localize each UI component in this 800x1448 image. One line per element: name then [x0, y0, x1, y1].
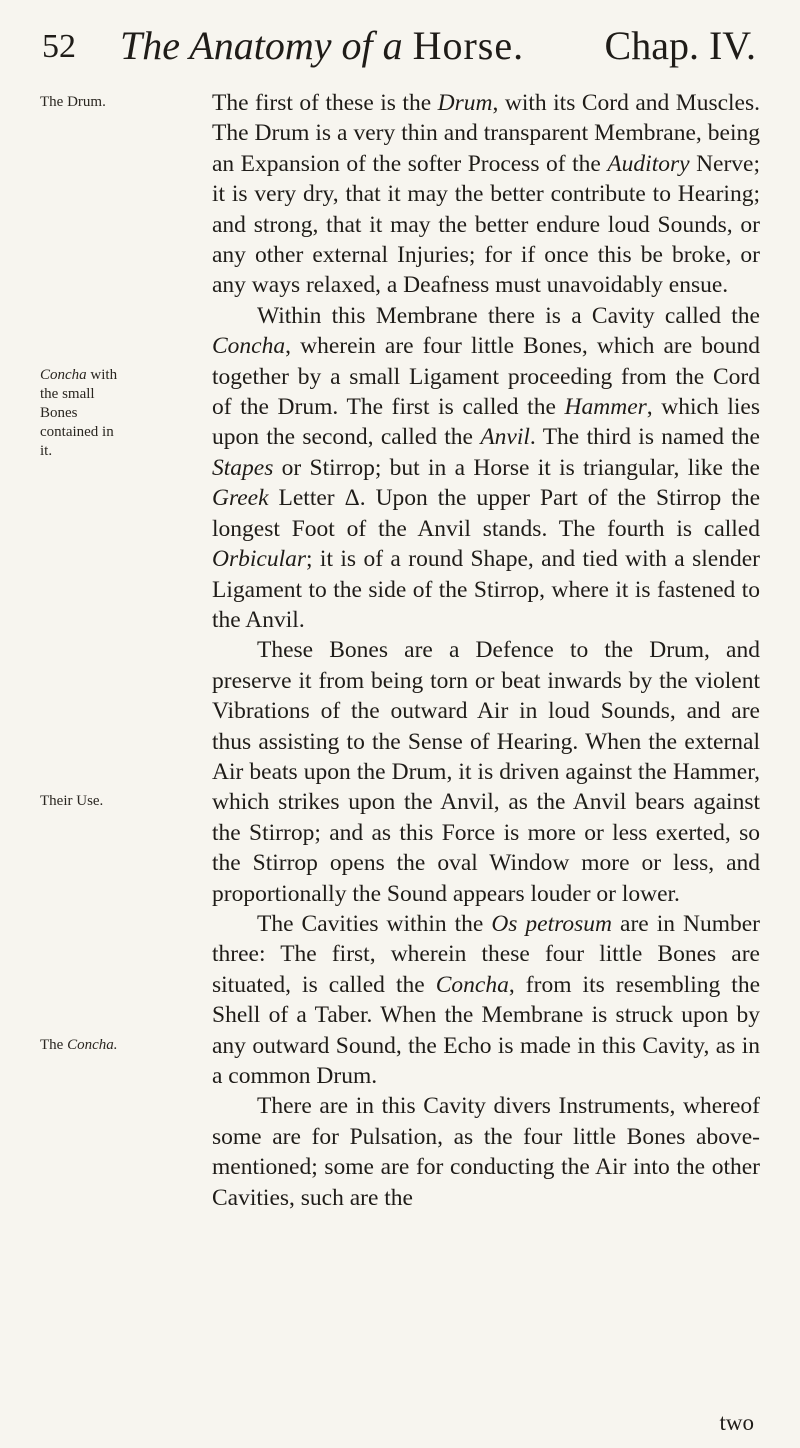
- text-run: , from its resembling the Shell of a Taber. When the Membrane is struck upon by any outward Sound, the Echo is made in this Cavity, as in a common Drum.: [212, 971, 761, 1089]
- running-title: [120, 22, 524, 69]
- margin-note-concha-2: The Concha.: [40, 1037, 118, 1053]
- text-run: There are in this Cavity divers Instruments, whereof some are for Pulsation, as the four little Bones above-mentioned; some are for conducting the Air into the other Cavities, such are the: [212, 1093, 760, 1211]
- margin-note-their-use: Their Use.: [40, 793, 104, 809]
- paragraph: [212, 88, 760, 301]
- catchword: two: [719, 1410, 754, 1435]
- text-run: , with its Cord and Muscles. The Drum is a very thin and transparent Membrane, being an Expansion of the softer Process of the: [212, 90, 760, 177]
- italic-text-run: Concha: [435, 971, 509, 998]
- paragraph: [212, 909, 760, 1091]
- margin-note-concha-rest: with the small Bones contained in it.: [40, 367, 118, 459]
- paragraph: [212, 301, 760, 635]
- text-run: . The third is named the: [529, 424, 760, 451]
- text-run: , wherein are four little Bones, which are bound together by a small Ligament proceeding from the Cord of the Drum. The first is called the: [212, 333, 760, 421]
- italic-text-run: Greek: [212, 485, 269, 512]
- running-title-italic: The Anatomy of a: [120, 23, 403, 68]
- running-header: [42, 18, 756, 70]
- text-run: or Stirrop; but in a Horse it is triangular, like the: [273, 454, 760, 481]
- chapter-label: Chap. IV.: [604, 23, 756, 68]
- italic-text-run: Stapes: [212, 454, 274, 481]
- margin-note-concha-2-title: Concha.: [67, 1037, 118, 1053]
- italic-text-run: Hammer: [564, 394, 647, 421]
- page-number: 52: [42, 28, 76, 65]
- text-run: , which lies upon the second, called the: [212, 394, 760, 451]
- paragraph: [212, 1091, 760, 1213]
- italic-text-run: Concha: [212, 333, 286, 360]
- text-run: are in Number three: The first, wherein these four little Bones are situated, is called the: [212, 910, 760, 998]
- italic-text-run: Orbicular: [212, 546, 306, 573]
- italic-text-run: Anvil: [480, 424, 530, 451]
- text-run: The first of these is the: [212, 90, 438, 116]
- body-text: [212, 88, 760, 1213]
- text-run: Within this Membrane there is a Cavity called the: [257, 302, 760, 329]
- italic-text-run: Os petrosum: [491, 910, 613, 937]
- text-run: These Bones are a Defence to the Drum, and preserve it from being torn or beat inwards by the violent Vibrations of the outward Air in loud Sounds, and are thus assisting to the Sense of Hearing. When the external Air beats upon the Drum, it is driven against the Hammer, which strikes upon the Anvil, as the Anvil bears against the Stirrop; and as this Force is more or less exerted, so the Stirrop opens the oval Window more or less, and proportionally the Sound appears louder or lower.: [212, 637, 760, 907]
- paragraph: [212, 635, 760, 909]
- text-run: ; it is of a round Shape, and tied with a slender Ligament to the side of the Stirrop, where it is fastened to the Anvil.: [212, 546, 760, 633]
- margin-note-concha: [40, 366, 128, 461]
- margin-note-drum: The Drum.: [40, 94, 106, 110]
- margin-note-concha-title: Concha: [40, 367, 87, 383]
- italic-text-run: Drum: [437, 90, 493, 116]
- running-title-caps: Horse.: [412, 23, 525, 68]
- text-run: Letter Δ. Upon the upper Part of the Stirrop the longest Foot of the Anvil stands. The fourth is called: [212, 485, 760, 542]
- text-run: The Cavities within the: [257, 910, 492, 937]
- text-run: Nerve; it is very dry, that it may the better contribute to Hearing; and strong, that it may the better endure loud Sounds, or any other external Injuries; for if once this be broke, or any ways relaxed, a Deafness must unavoidably ensue.: [212, 150, 761, 299]
- italic-text-run: Auditory: [607, 150, 690, 177]
